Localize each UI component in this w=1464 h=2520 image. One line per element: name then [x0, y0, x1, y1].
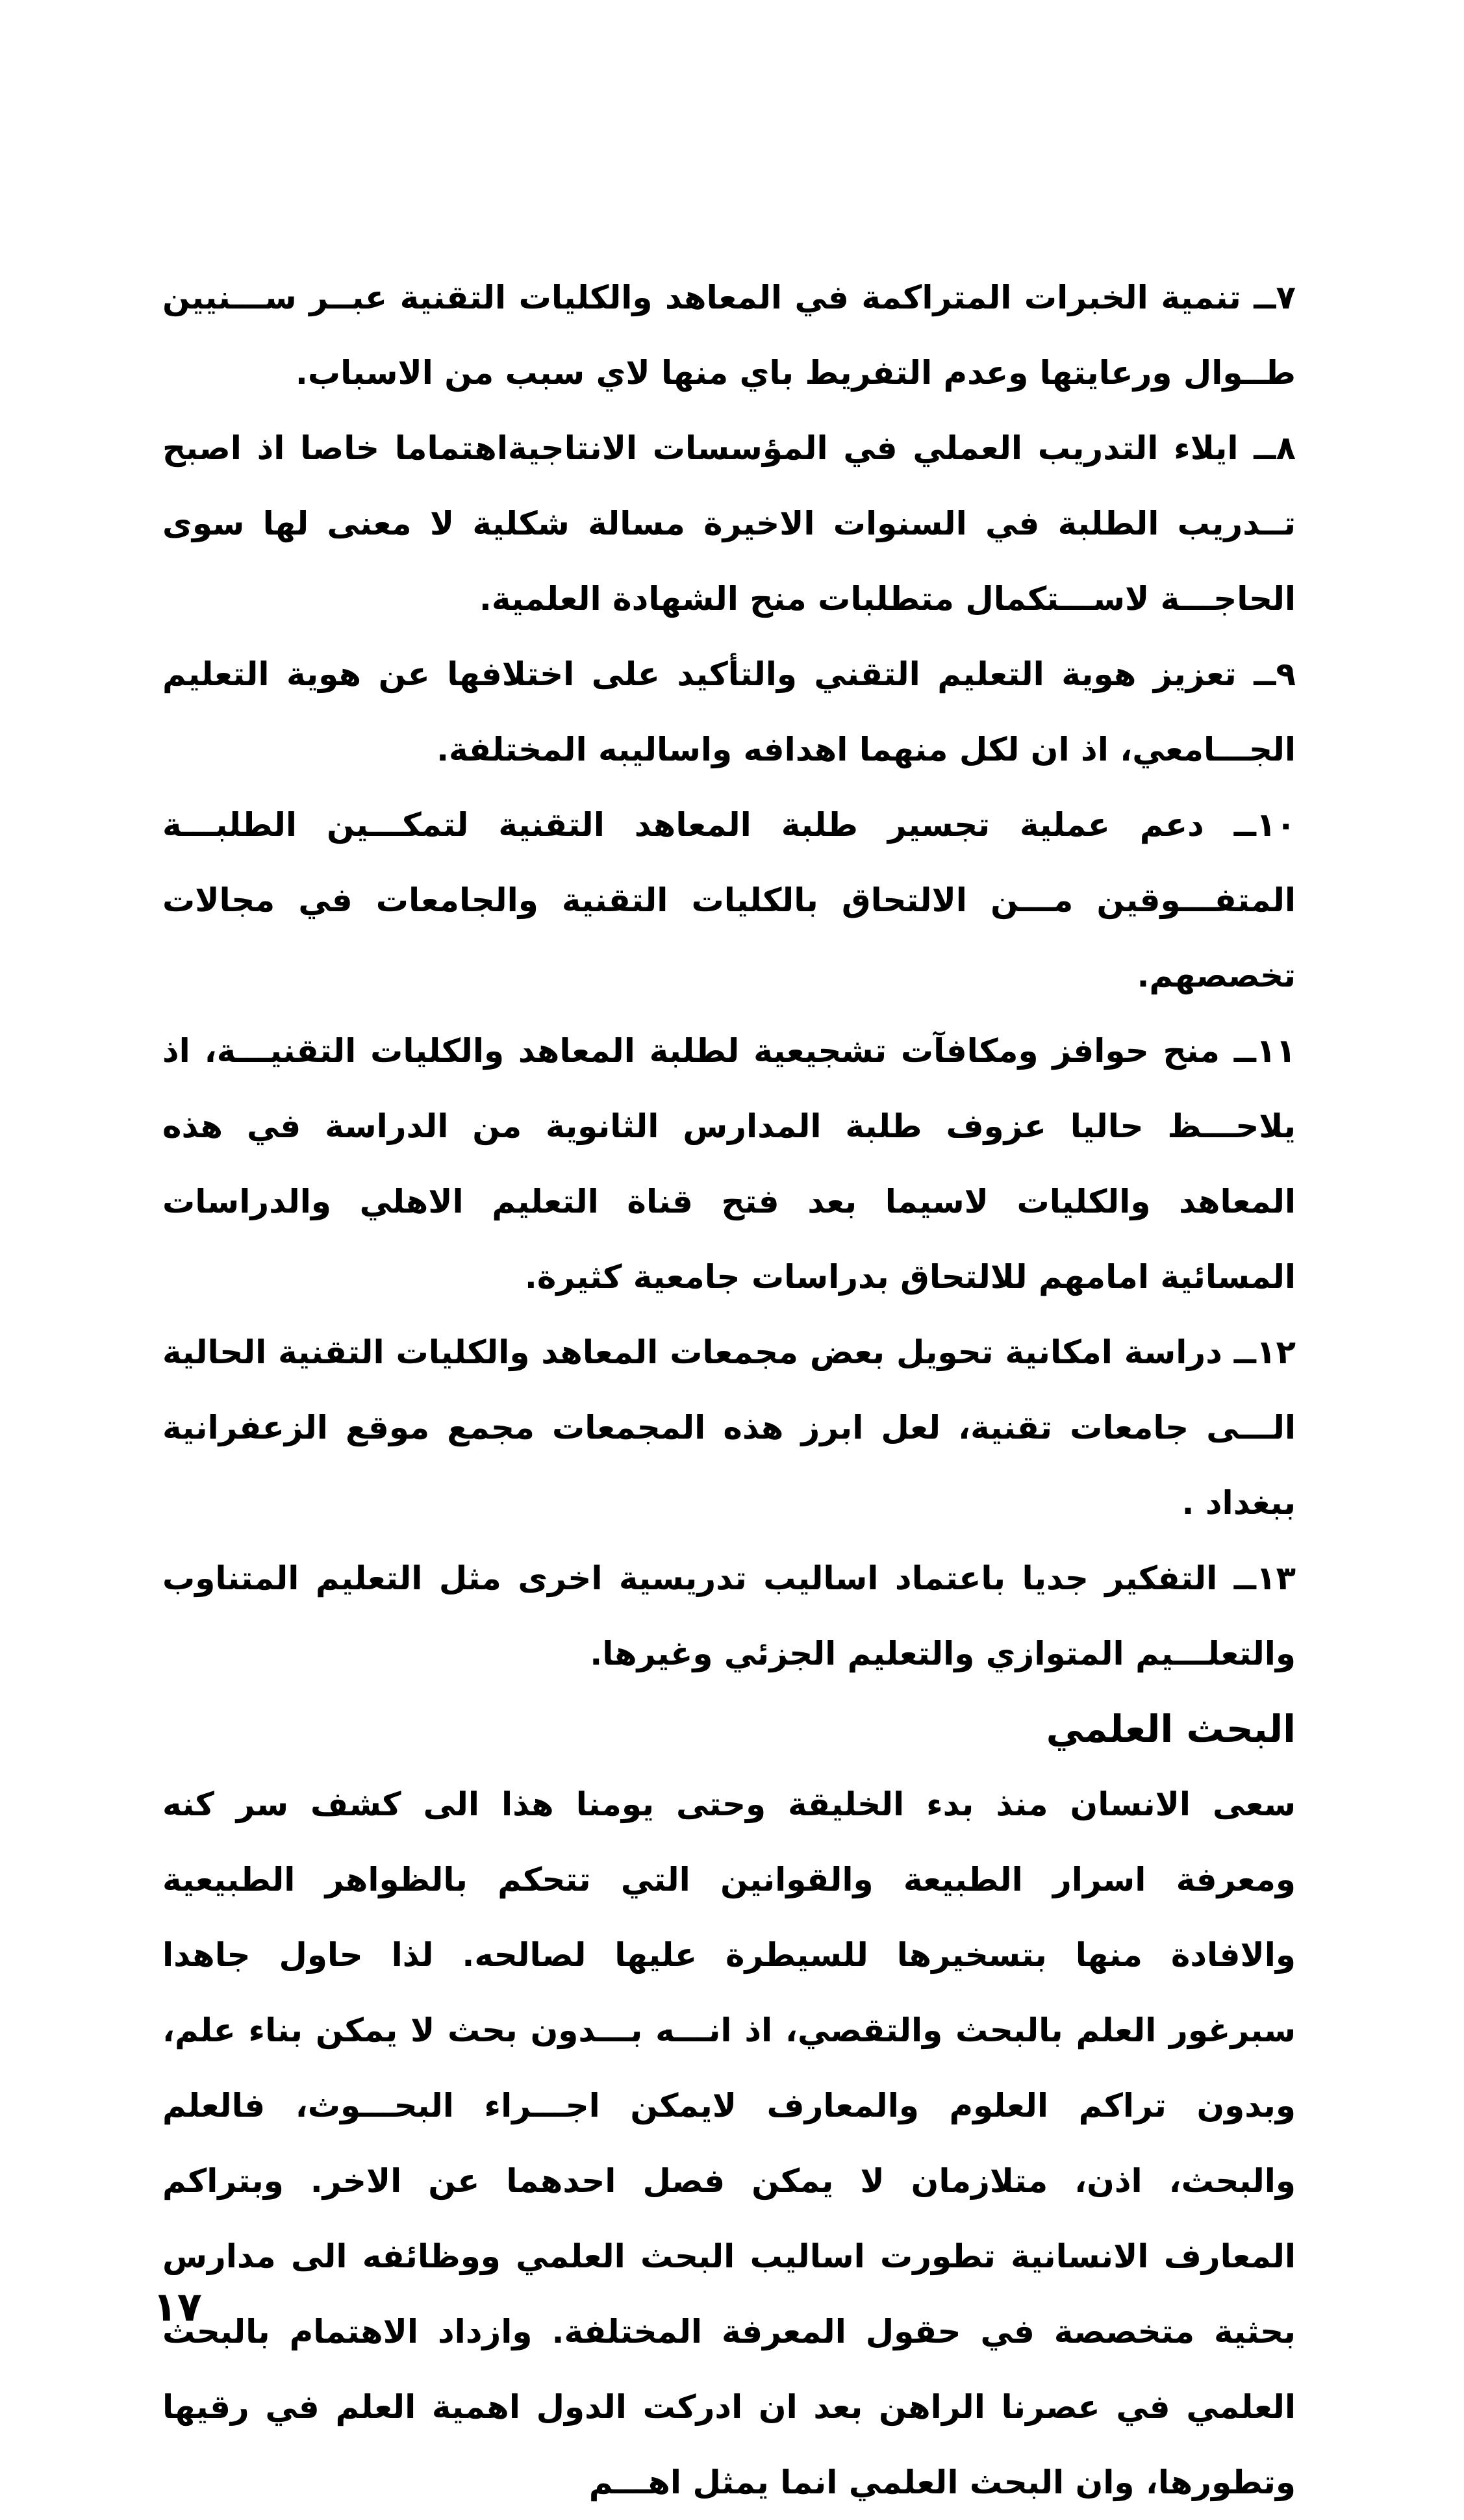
list-item-13: ١٣ــ التفكير جديا باعتماد اساليب تدريسية اخرى مثل التعليم المتناوب والتعلـــيم المتوازي والتعليم الجزئي وغيرها. — [162, 1559, 1296, 1672]
list-item-11: ١١ــ منح حوافز ومكافآت تشجيعية لطلبة المعاهد والكليات التقنيـــة، اذ يلاحـــظ حاليا عزوف طلبة المدارس الثانوية من الدراسة في هذه المعاهد والكليات لاسيما بعد فتح قناة التعليم الاهلي والدراسات المسائية امامهم للالتحاق بدراسات جامعية كثيرة. — [162, 1032, 1296, 1296]
list-item-8: ٨ــ ايلاء التدريب العملي في المؤسسات الانتاجيةاهتماما خاصا اذ اصبح تــدريب الطلبة في السنوات الاخيرة مسالة شكلية لا معنى لها سوى الحاجـــة لاســـتكمال متطلبات منح الشهادة العلمية. — [162, 429, 1296, 618]
list-item-7: ٧ــ تنمية الخبرات المتراكمة في المعاهد والكليات التقنية عبــر ســـنيين طــوال ورعايتها وعدم التفريط باي منها لاي سبب من الاسباب. — [162, 279, 1296, 392]
list-item-10: ١٠ــ دعم عملية تجسير طلبة المعاهد التقنية لتمكـــين الطلبـــة المتفـــوقين مـــن الالتحاق بالكليات التقنية والجامعات في مجالات تخصصهم. — [162, 806, 1296, 994]
section-paragraph: سعى الانسان منذ بدء الخليقة وحتى يومنا هذا الى كشف سر كنه ومعرفة اسرار الطبيعة والقوانين التي تتحكم بالظواهر الطبيعية والافادة منها بتسخيرها للسيطرة عليها لصالحه. لذا حاول جاهدا سبرغور العلم بالبحث والتقصي، اذ انـــه بـــدون بحث لا يمكن بناء علم، وبدون تراكم العلوم والمعارف لايمكن اجـــراء البحـــوث، فالعلم والبحث، اذن، متلازمان لا يمكن فصل احدهما عن الاخر. وبتراكم المعارف الانسانية تطورت اساليب البحث العلمي ووظائفه الى مدارس بحثية متخصصة في حقول المعرفة المختلفة. وازداد الاهتمام بالبحث العلمي في عصرنا الراهن بعد ان ادركت الدول اهمية العلم في رقيها وتطورها، وان البحث العلمي انما يمثل اهـــم — [162, 1785, 1296, 2501]
list-item-9: ٩ــ تعزيز هوية التعليم التقني والتأكيد على اختلافها عن هوية التعليم الجـــامعي، اذ ان لكل منهما اهدافه واساليبه المختلفة. — [162, 655, 1296, 768]
body-text — [162, 260, 1296, 2520]
section-heading: البحث العلمي — [1046, 1707, 1296, 1751]
page-number: ١٧ — [153, 2283, 202, 2330]
list-item-12: ١٢ــ دراسة امكانية تحويل بعض مجمعات المعاهد والكليات التقنية الحالية الـــى جامعات تقنية، لعل ابرز هذه المجمعات مجمع موقع الزعفرانية ببغداد . — [162, 1333, 1296, 1522]
